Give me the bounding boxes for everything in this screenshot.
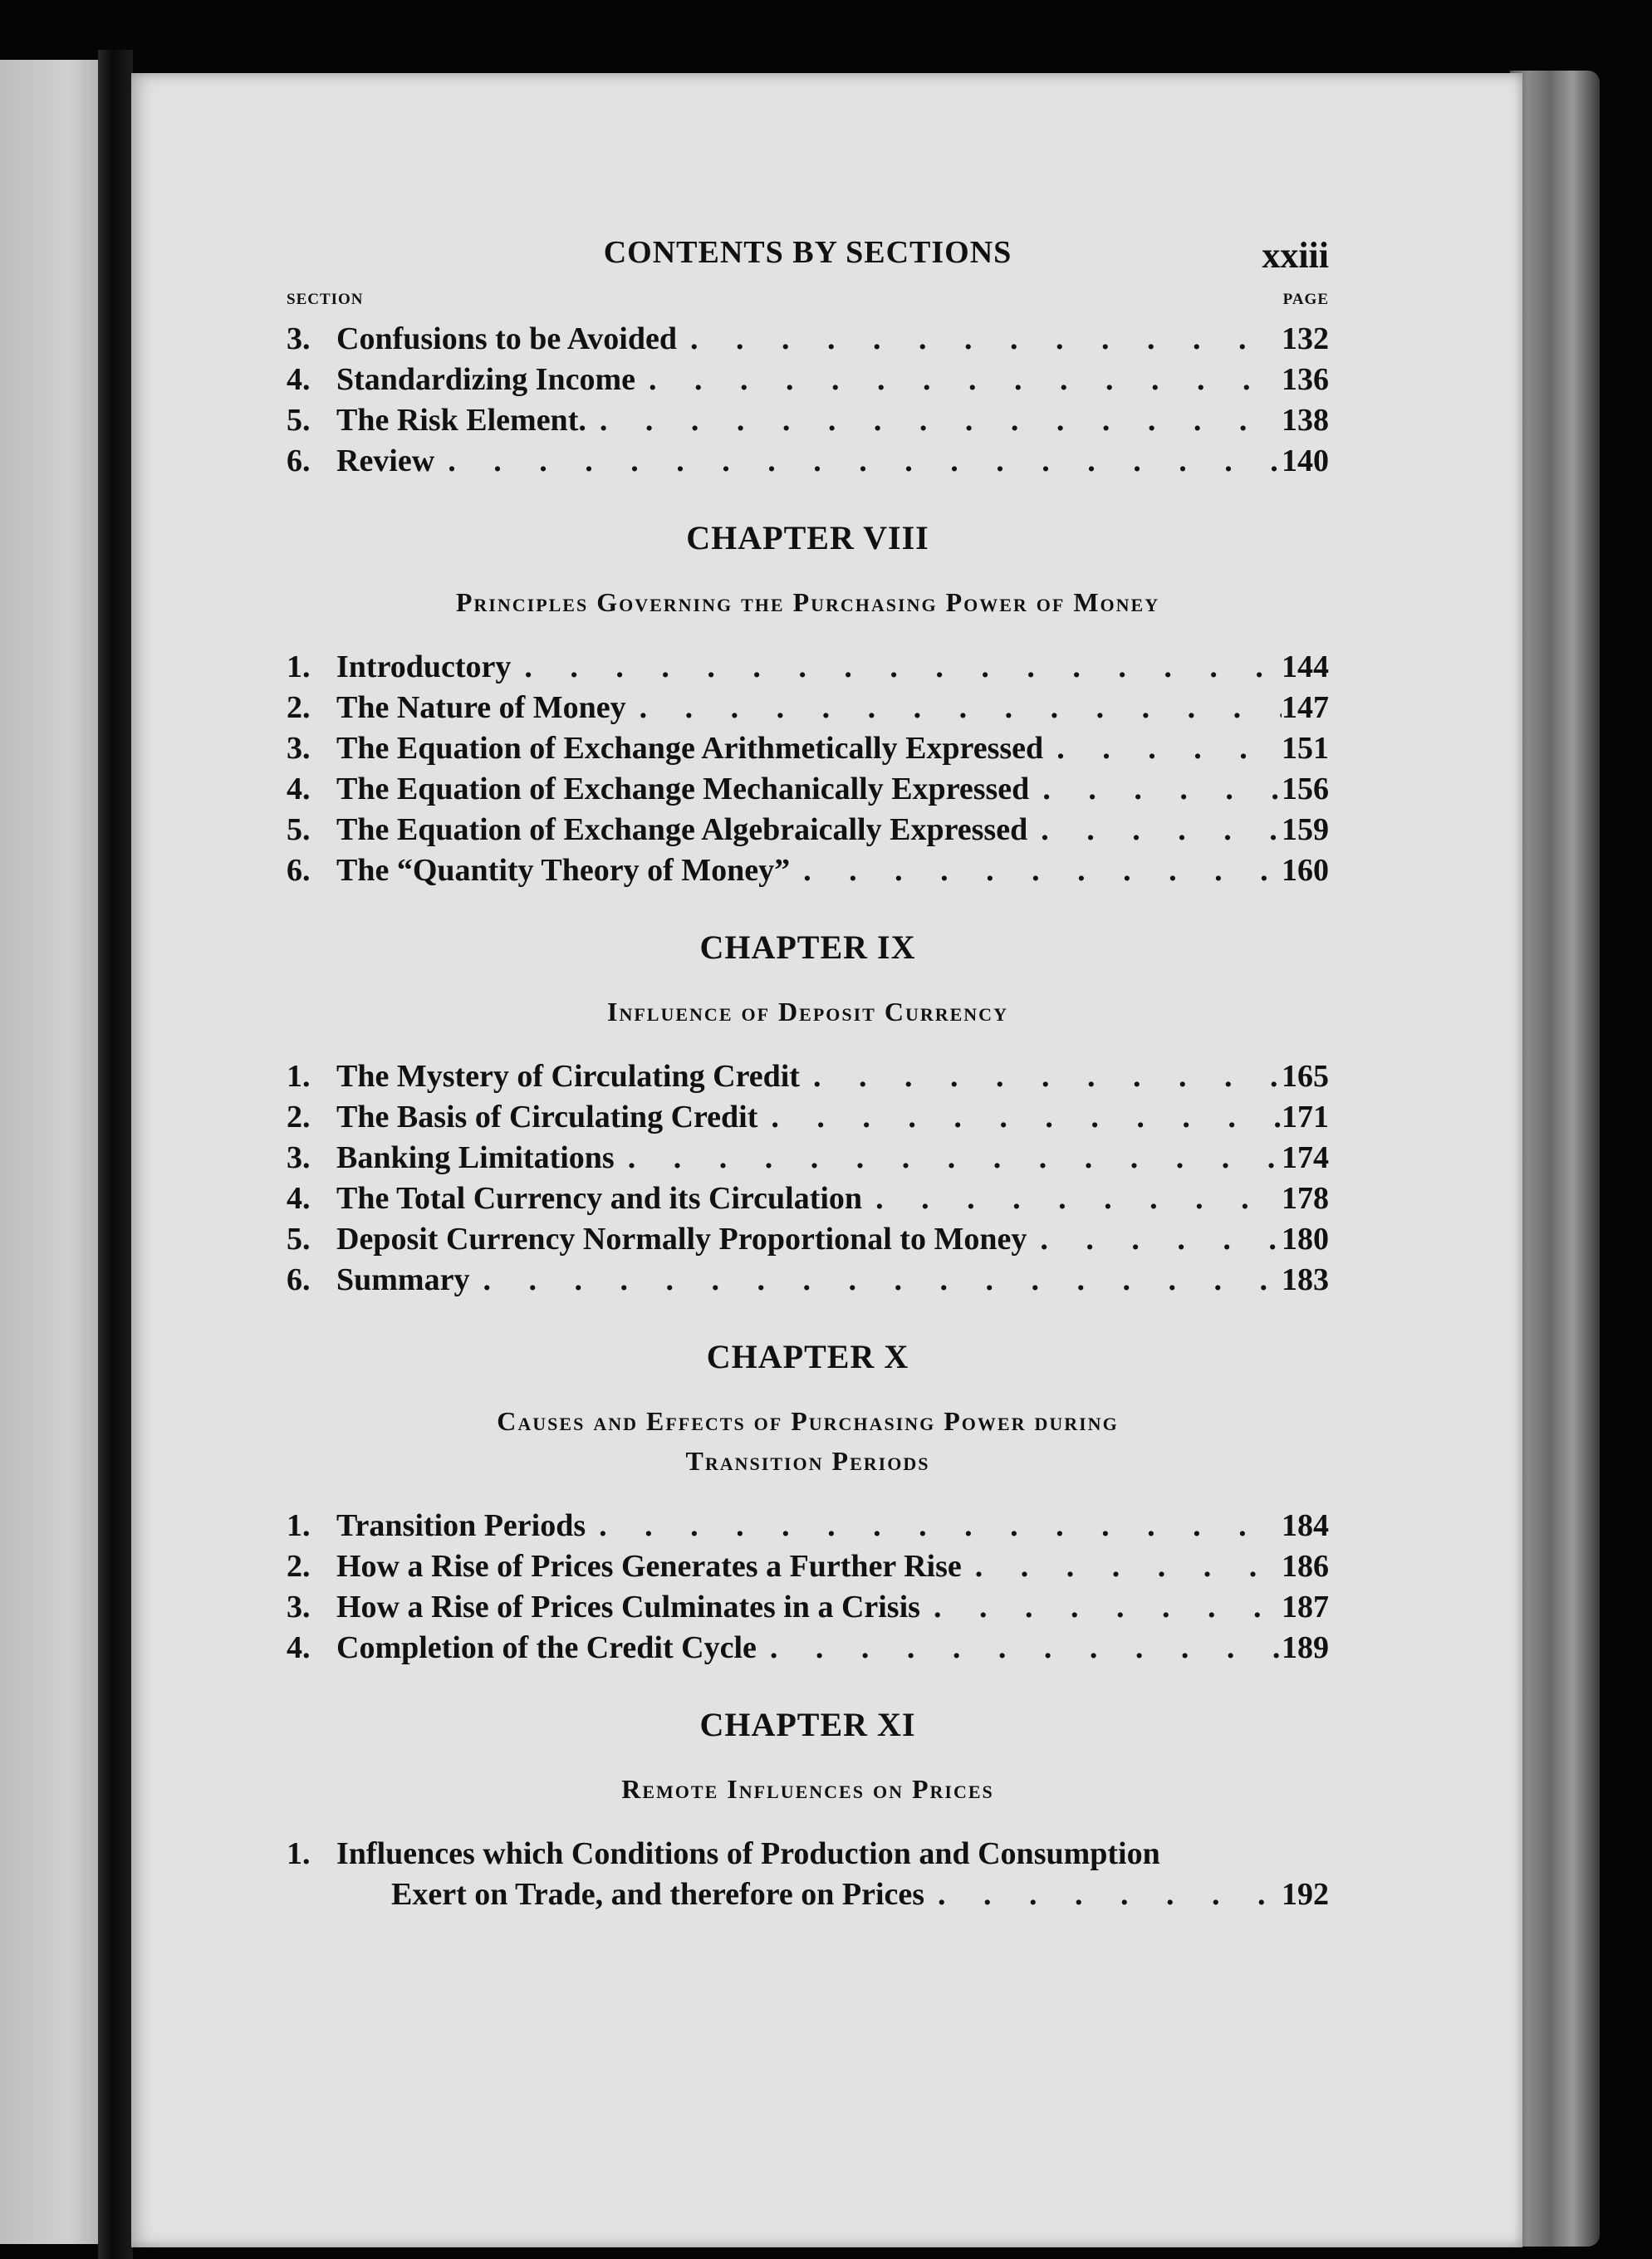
section-title: How a Rise of Prices Culminates in a Crisis <box>336 1590 920 1624</box>
section-title: Review <box>336 443 435 478</box>
section-number: 2. <box>287 1100 311 1134</box>
running-title: CONTENTS BY SECTIONS <box>603 235 1012 270</box>
dot-leader <box>924 1874 1282 1915</box>
toc-row <box>287 1260 1329 1301</box>
section-number: 1. <box>287 1836 311 1871</box>
section-title: The Equation of Exchange Arithmetically Expressed <box>336 731 1044 766</box>
section-number: 5. <box>287 1222 311 1257</box>
section-page: 171 <box>1282 1100 1329 1134</box>
section-title: Influences which Conditions of Production and Consumption <box>336 1836 1160 1871</box>
dot-leader <box>800 1056 1282 1097</box>
toc-row <box>287 319 1329 360</box>
section-title: Introductory <box>336 649 512 684</box>
section-title: The Total Currency and its Circulation <box>336 1181 863 1216</box>
section-page: 160 <box>1282 853 1329 888</box>
section-number: 1. <box>287 1508 311 1543</box>
section-title: The “Quantity Theory of Money” <box>336 853 791 888</box>
toc-row <box>287 400 1329 441</box>
toc-row <box>287 728 1329 769</box>
section-number: 4. <box>287 1630 311 1665</box>
toc-row <box>287 1138 1329 1179</box>
chapter-heading: CHAPTER XI <box>699 1706 916 1743</box>
dot-leader <box>1029 769 1282 810</box>
page-column-head: PAGE <box>1282 291 1329 308</box>
toc-row <box>287 1587 1329 1628</box>
section-number: 5. <box>287 403 311 438</box>
dot-leader <box>511 647 1282 688</box>
chapter-subtitle: Remote Influences on Prices <box>621 1774 994 1804</box>
section-page: 174 <box>1282 1140 1329 1175</box>
section-page: 187 <box>1282 1590 1329 1624</box>
toc-row <box>287 769 1329 810</box>
dot-leader <box>586 400 1282 441</box>
toc-row <box>287 688 1329 728</box>
book-spine <box>98 50 133 2259</box>
toc-row <box>287 1179 1329 1219</box>
toc-row-multiline <box>287 1834 1329 1874</box>
dot-leader <box>962 1546 1282 1587</box>
dot-leader <box>635 360 1282 400</box>
section-title: The Risk Element. <box>336 403 586 438</box>
section-title: The Basis of Circulating Credit <box>336 1100 758 1134</box>
section-page: 183 <box>1282 1262 1329 1297</box>
toc-row <box>287 1628 1329 1669</box>
dot-leader <box>862 1179 1282 1219</box>
chapter-heading: CHAPTER IX <box>699 929 916 966</box>
dot-leader <box>469 1260 1282 1301</box>
section-page: 147 <box>1282 690 1329 725</box>
toc-row <box>287 850 1329 891</box>
page-number: xxiii <box>1262 235 1329 276</box>
section-number: 2. <box>287 690 311 725</box>
section-page: 165 <box>1282 1059 1329 1094</box>
chapter-subtitle: Causes and Effects of Purchasing Power during <box>497 1406 1119 1436</box>
dot-leader <box>1027 1219 1282 1260</box>
toc-row <box>287 360 1329 400</box>
dot-leader <box>920 1587 1282 1628</box>
chapter-subtitle-continued: Transition Periods <box>685 1446 930 1476</box>
section-page: 192 <box>1282 1877 1329 1912</box>
dot-leader <box>1027 810 1282 850</box>
toc-row <box>287 1546 1329 1587</box>
section-page: 144 <box>1282 649 1329 684</box>
section-page: 140 <box>1282 443 1329 478</box>
dot-leader <box>757 1097 1282 1138</box>
section-title: The Equation of Exchange Algebraically Expressed <box>336 812 1028 847</box>
section-number: 2. <box>287 1549 311 1584</box>
contents-listing <box>287 234 1329 1915</box>
toc-row <box>287 441 1329 482</box>
section-title: The Mystery of Circulating Credit <box>336 1059 800 1094</box>
section-page: 156 <box>1282 772 1329 806</box>
toc-row <box>287 1506 1329 1546</box>
chapter-subtitle: Influence of Deposit Currency <box>607 997 1008 1027</box>
section-page: 178 <box>1282 1181 1329 1216</box>
dot-leader <box>626 688 1282 728</box>
section-title: Standardizing Income <box>336 362 635 397</box>
toc-row <box>287 1097 1329 1138</box>
section-page: 151 <box>1282 731 1329 766</box>
section-number: 1. <box>287 649 311 684</box>
section-title: Confusions to be Avoided <box>336 321 678 356</box>
toc-row <box>287 1056 1329 1097</box>
section-title: Summary <box>336 1262 470 1297</box>
toc-row <box>287 647 1329 688</box>
dot-leader <box>434 441 1282 482</box>
section-title: Deposit Currency Normally Proportional to Money <box>336 1222 1027 1257</box>
section-page: 184 <box>1282 1508 1329 1543</box>
section-number: 6. <box>287 1262 311 1297</box>
section-title: How a Rise of Prices Generates a Further Rise <box>336 1549 962 1584</box>
section-number: 3. <box>287 1590 311 1624</box>
section-title-continued: Exert on Trade, and therefore on Prices <box>391 1877 925 1912</box>
section-number: 3. <box>287 321 311 356</box>
section-column-head: SECTION <box>287 291 364 308</box>
section-title: The Nature of Money <box>336 690 626 725</box>
book-cover-edge <box>1510 71 1600 2247</box>
section-title: The Equation of Exchange Mechanically Expressed <box>336 772 1030 806</box>
section-page: 138 <box>1282 403 1329 438</box>
section-page: 186 <box>1282 1549 1329 1584</box>
column-heads <box>287 291 1329 319</box>
section-number: 3. <box>287 731 311 766</box>
section-page: 159 <box>1282 812 1329 847</box>
section-number: 6. <box>287 443 311 478</box>
dot-leader <box>615 1138 1282 1179</box>
dot-leader <box>1043 728 1282 769</box>
running-header <box>287 234 1329 284</box>
toc-row <box>287 1874 1329 1915</box>
dot-leader <box>677 319 1282 360</box>
toc-row <box>287 810 1329 850</box>
chapter-heading: CHAPTER VIII <box>686 519 929 556</box>
section-number: 5. <box>287 812 311 847</box>
dot-leader <box>586 1506 1282 1546</box>
section-number: 3. <box>287 1140 311 1175</box>
section-page: 132 <box>1282 321 1329 356</box>
chapter-subtitle: Principles Governing the Purchasing Power of Money <box>455 587 1160 617</box>
section-number: 6. <box>287 853 311 888</box>
section-title: Completion of the Credit Cycle <box>336 1630 757 1665</box>
section-number: 4. <box>287 1181 311 1216</box>
section-page: 189 <box>1282 1630 1329 1665</box>
dot-leader <box>790 850 1282 891</box>
toc-row <box>287 1219 1329 1260</box>
section-title: Transition Periods <box>336 1508 586 1543</box>
section-number: 1. <box>287 1059 311 1094</box>
section-page: 180 <box>1282 1222 1329 1257</box>
section-page: 136 <box>1282 362 1329 397</box>
chapter-heading: CHAPTER X <box>706 1338 909 1375</box>
section-number: 4. <box>287 362 311 397</box>
section-number: 4. <box>287 772 311 806</box>
section-title: Banking Limitations <box>336 1140 615 1175</box>
dot-leader <box>757 1628 1282 1669</box>
